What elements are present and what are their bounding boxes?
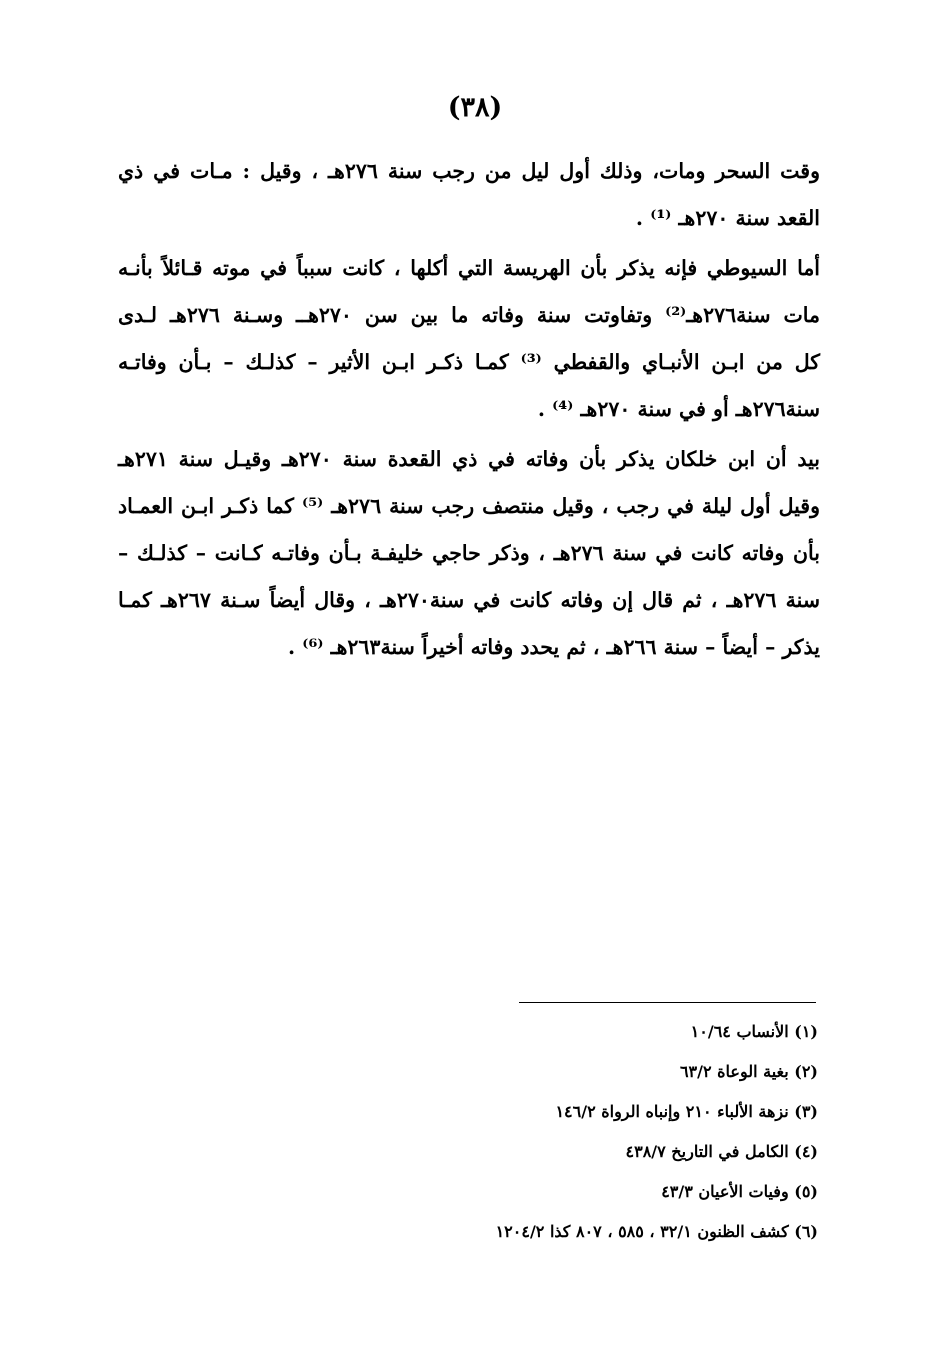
footnote: (٣) نزهة الألباء ٢١٠ وإنباه الرواة ١٤٦/٢	[555, 1102, 818, 1121]
text-line: سنة ٢٧٦هـ ، ثم قال إن وفاته كانت في سنة٢٧٠هـ ، وقال أيضاً سـنة ٢٦٧هـ كمـا	[118, 588, 820, 612]
text-line: مات سنة٢٧٦هـ⁽²⁾ وتفاوتت سنة وفاته ما بين سن ٢٧٠هــ وسـنة ٢٧٦هـ لـدى	[118, 303, 820, 327]
text-line: بأن وفاته كانت في سنة ٢٧٦هـ ، وذكر حاجي خليفـة بـأن وفاتـه كـانت – كذلـك –	[118, 541, 820, 565]
text-line: سنة٢٧٦هـ أو في سنة ٢٧٠هـ ⁽⁴⁾ .	[537, 397, 820, 421]
footnote: (٢) بغية الوعاة ٦٣/٢	[679, 1062, 818, 1081]
footnote-separator	[519, 1002, 816, 1003]
text-line: يذكر – أيضاً – سنة ٢٦٦هـ ، ثم يحدد وفاته أخيراً سنة٢٦٣هـ ⁽⁶⁾ .	[287, 635, 820, 659]
footnote: (٤) الكامل في التاريخ ٤٣٨/٧	[625, 1142, 818, 1161]
main-text	[118, 148, 820, 671]
footnote: (٦) كشف الظنون ٣٢/١ ، ٥٨٥ ، ٨٠٧ كذا ١٢٠٤/٢	[495, 1222, 818, 1241]
footnote: (١) الأنساب ١٠/٦٤	[690, 1022, 818, 1041]
footnote: (٥) وفيات الأعيان ٤٣/٣	[661, 1182, 818, 1201]
text-line: وقيل أول ليلة في رجب ، وقيل منتصف رجب سنة ٢٧٦هـ ⁽⁵⁾ كما ذكـر ابـن العمـاد	[118, 494, 820, 518]
text-line: بيد أن ابن خلكان يذكر بأن وفاته في ذي القعدة سنة ٢٧٠هـ وقيـل سنة ٢٧١هـ	[118, 447, 820, 471]
text-line: وقت السحر ومات، وذلك أول ليل من رجب سنة ٢٧٦هـ ، وقيل : مـات في ذي	[118, 159, 820, 183]
page-number: (٣٨)	[447, 92, 503, 123]
text-line: القعد سنة ٢٧٠هـ ⁽¹⁾ .	[635, 206, 820, 230]
footnotes	[360, 1012, 818, 1252]
text-line: أما السيوطي فإنه يذكر بأن الهريسة التي أكلها ، كانت سبباً في موته قـائلاً بأنـه	[118, 256, 820, 280]
text-line: كل من ابـن الأنبـاي والقفطي ⁽³⁾ كمـا ذكـر ابـن الأثير – كذلـك – بـأن وفاتـه	[118, 350, 820, 374]
